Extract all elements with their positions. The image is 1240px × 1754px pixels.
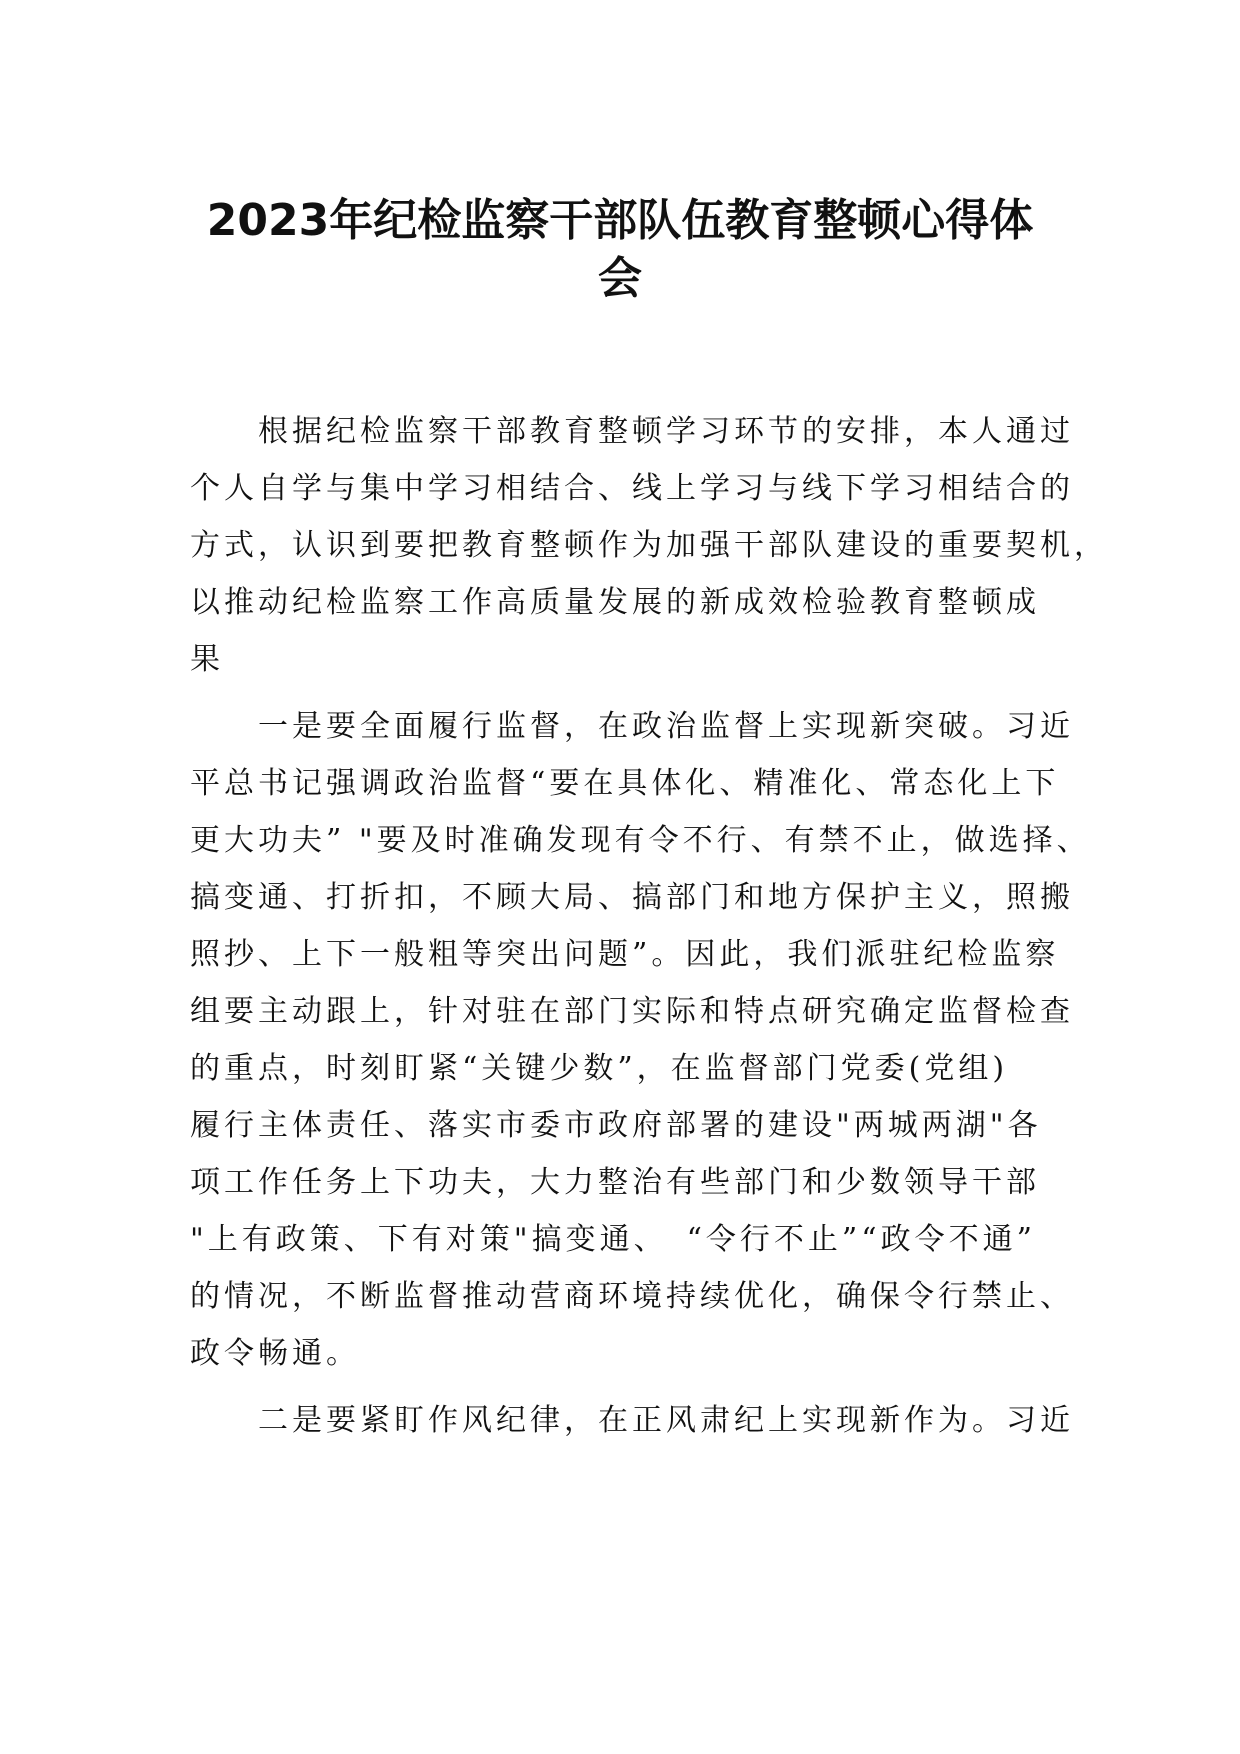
text-line: 履行主体责任、落实市委市政府部署的建设"两城两湖"各 (190, 1108, 1042, 1143)
text-line: 方式，认识到要把教育整顿作为加强干部队建设的重要契机， (190, 528, 1108, 563)
document-title (160, 192, 1080, 308)
text-line: 组要主动跟上，针对驻在部门实际和特点研究确定监督检查 (190, 994, 1074, 1029)
text-line: 搞变通、打折扣，不顾大局、搞部门和地方保护主义，照搬 (190, 880, 1074, 915)
paragraph-point-two (190, 1392, 1074, 1449)
text-line: 项工作任务上下功夫，大力整治有些部门和少数领导干部 (190, 1165, 1040, 1200)
paragraph-intro (190, 403, 1108, 688)
text-line: 更大功夫” "要及时准确发现有令不行、有禁不止，做选择、 (190, 823, 1091, 858)
text-line: 照抄、上下一般粗等突出问题”。因此，我们派驻纪检监察 (190, 937, 1060, 972)
title-line-1: 2023年纪检监察干部队伍教育整顿心得体 (206, 195, 1034, 246)
text-line: 的情况，不断监督推动营商环境持续优化，确保令行禁止、 (190, 1279, 1074, 1314)
text-line: 二是要紧盯作风纪律，在正风肃纪上实现新作为。习近 (190, 1403, 1074, 1438)
text-line: 一是要全面履行监督，在政治监督上实现新突破。习近 (190, 709, 1074, 744)
text-line: 果 (190, 642, 224, 677)
text-line: 根据纪检监察干部教育整顿学习环节的安排，本人通过 (190, 414, 1074, 449)
text-line: 以推动纪检监察工作高质量发展的新成效检验教育整顿成 (190, 585, 1040, 620)
paragraph-point-one (190, 698, 1091, 1382)
text-line: "上有政策、下有对策"搞变通、 “令行不止”“政令不通” (190, 1222, 1036, 1257)
text-line: 个人自学与集中学习相结合、线上学习与线下学习相结合的 (190, 471, 1074, 506)
text-line: 平总书记强调政治监督“要在具体化、精准化、常态化上下 (190, 766, 1060, 801)
document-body (190, 403, 1108, 1449)
text-line: 的重点，时刻盯紧“关键少数”，在监督部门党委(党组) (190, 1051, 1009, 1086)
text-line: 政令畅通。 (190, 1336, 360, 1371)
title-line-2: 会 (598, 253, 642, 304)
